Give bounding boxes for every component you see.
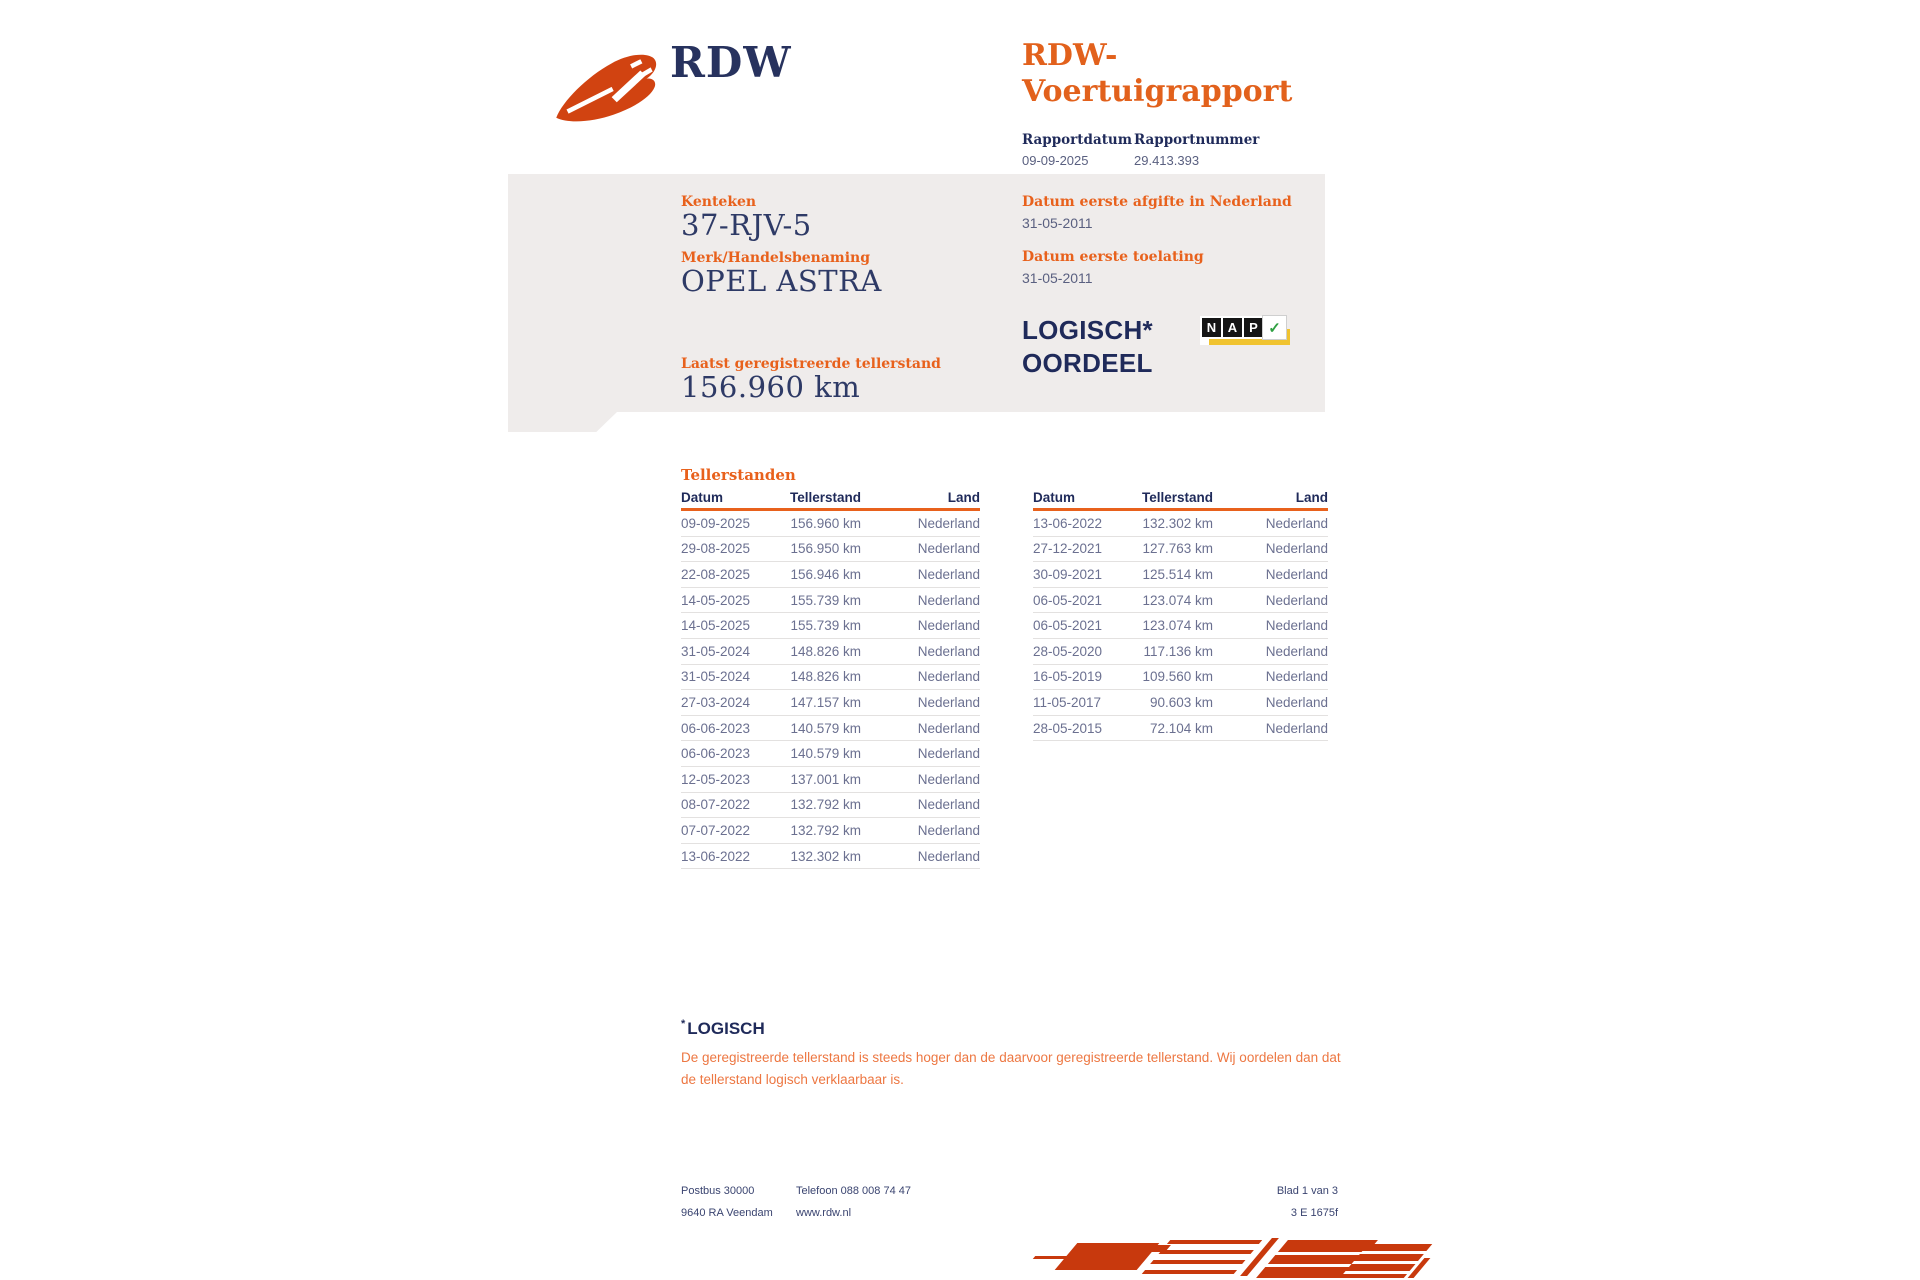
cell-tellerstand: 127.763 km (1142, 541, 1213, 557)
footer-website: www.rdw.nl (796, 1207, 852, 1219)
rdw-flame-icon (552, 50, 660, 130)
cell-tellerstand: 132.302 km (1142, 515, 1213, 531)
table-row (681, 639, 980, 665)
cell-datum: 06-05-2021 (1033, 618, 1103, 634)
table-row (1033, 665, 1328, 691)
cell-datum: 22-08-2025 (681, 566, 751, 582)
table-row (681, 511, 980, 537)
table-row (1033, 537, 1328, 563)
cell-tellerstand: 156.950 km (790, 541, 861, 557)
tellerstanden-heading: Tellerstanden (681, 466, 796, 484)
nap-letter-n: N (1200, 316, 1223, 339)
table-row (681, 690, 980, 716)
cell-datum: 13-06-2022 (1033, 515, 1103, 531)
rdw-speed-graphic (1032, 1236, 1432, 1280)
cell-datum: 27-12-2021 (1033, 541, 1103, 557)
footer-address (681, 1180, 773, 1224)
report-date-value: 09-09-2025 (1022, 153, 1089, 168)
cell-land: Nederland (917, 669, 980, 685)
cell-tellerstand: 72.104 km (1149, 720, 1213, 736)
footer-phone: Telefoon 088 008 74 47 (796, 1185, 911, 1197)
tellerstanden-table-1 (681, 488, 980, 869)
table-row (681, 537, 980, 563)
cell-land: Nederland (1265, 592, 1328, 608)
nap-check-icon: ✓ (1263, 316, 1286, 339)
table-body (681, 511, 980, 869)
oordeel-line1: LOGISCH* (1022, 315, 1153, 345)
merk-value: OPEL ASTRA (681, 264, 882, 298)
footer-address-line1: Postbus 30000 (681, 1185, 755, 1197)
table-row (681, 818, 980, 844)
table-row (1033, 588, 1328, 614)
cell-land: Nederland (917, 797, 980, 813)
cell-land: Nederland (1265, 515, 1328, 531)
table-row (1033, 716, 1328, 742)
cell-tellerstand: 155.739 km (790, 618, 861, 634)
report-date-label: Rapportdatum (1022, 132, 1133, 148)
cell-datum: 07-07-2022 (681, 822, 751, 838)
report-meta (1022, 132, 1352, 168)
cell-tellerstand: 156.946 km (790, 566, 861, 582)
cell-datum: 06-06-2023 (681, 746, 751, 762)
cell-land: Nederland (917, 822, 980, 838)
cell-land: Nederland (917, 848, 980, 864)
cell-land: Nederland (917, 592, 980, 608)
cell-datum: 27-03-2024 (681, 694, 751, 710)
table-row (1033, 639, 1328, 665)
cell-tellerstand: 147.157 km (790, 694, 861, 710)
table-row (681, 588, 980, 614)
cell-datum: 28-05-2015 (1033, 720, 1103, 736)
eerste-toelating-label: Datum eerste toelating (1022, 249, 1204, 265)
table-row (681, 793, 980, 819)
cell-tellerstand: 132.302 km (790, 848, 861, 864)
report-number-label: Rapportnummer (1134, 132, 1260, 148)
table-row (1033, 511, 1328, 537)
cell-datum: 13-06-2022 (681, 848, 751, 864)
merk-label: Merk/Handelsbenaming (681, 250, 871, 266)
table-header (681, 488, 980, 511)
eerste-toelating-value: 31-05-2011 (1022, 270, 1093, 286)
nap-letter-a: A (1221, 316, 1244, 339)
table-row (1033, 690, 1328, 716)
footer-contact (796, 1180, 911, 1224)
table-row (681, 716, 980, 742)
cell-datum: 31-05-2024 (681, 669, 751, 685)
cell-land: Nederland (917, 541, 980, 557)
oordeel-line2: OORDEEL (1022, 348, 1153, 378)
cell-tellerstand: 123.074 km (1142, 618, 1213, 634)
cell-land: Nederland (1265, 618, 1328, 634)
vehicle-summary-panel (508, 174, 1325, 412)
col-land: Land (947, 490, 980, 505)
eerste-afgifte-label: Datum eerste afgifte in Nederland (1022, 194, 1292, 210)
table-body (1033, 511, 1328, 741)
nap-letter-p: P (1242, 316, 1265, 339)
footer-page-info (1100, 1180, 1338, 1224)
laatste-tellerstand-value: 156.960 km (681, 370, 861, 404)
kenteken-label: Kenteken (681, 194, 757, 210)
cell-land: Nederland (917, 771, 980, 787)
table-row (1033, 562, 1328, 588)
cell-datum: 06-06-2023 (681, 720, 751, 736)
table-row (681, 767, 980, 793)
cell-land: Nederland (1265, 541, 1328, 557)
cell-tellerstand: 137.001 km (790, 771, 861, 787)
cell-datum: 14-05-2025 (681, 618, 751, 634)
tellerstanden-table-2 (1033, 488, 1328, 741)
footer-doc-code: 3 E 1675f (1290, 1207, 1338, 1219)
footnote-title-text: LOGISCH (687, 1019, 765, 1038)
eerste-afgifte-value: 31-05-2011 (1022, 215, 1093, 231)
footer-page-number: Blad 1 van 3 (1276, 1185, 1338, 1197)
col-land: Land (1295, 490, 1328, 505)
cell-land: Nederland (1265, 643, 1328, 659)
page-title: RDW-Voertuigrapport (1022, 38, 1293, 109)
nap-logo (1200, 316, 1290, 348)
cell-datum: 30-09-2021 (1033, 566, 1103, 582)
table-header (1033, 488, 1328, 511)
cell-land: Nederland (917, 694, 980, 710)
rdw-wordmark: RDW (670, 38, 792, 87)
cell-land: Nederland (1265, 694, 1328, 710)
cell-datum: 11-05-2017 (1033, 694, 1102, 710)
oordeel-text (1022, 314, 1153, 380)
col-datum: Datum (681, 490, 724, 505)
cell-datum: 29-08-2025 (681, 541, 751, 557)
kenteken-value: 37-RJV-5 (681, 208, 812, 242)
cell-tellerstand: 90.603 km (1149, 694, 1213, 710)
cell-datum: 12-05-2023 (681, 771, 751, 787)
report-head (1022, 38, 1352, 168)
col-tellerstand: Tellerstand (1141, 490, 1213, 505)
cell-tellerstand: 109.560 km (1142, 669, 1213, 685)
cell-land: Nederland (1265, 720, 1328, 736)
cell-datum: 28-05-2020 (1033, 643, 1103, 659)
table-row (681, 613, 980, 639)
nap-squares (1200, 316, 1284, 339)
cell-tellerstand: 132.792 km (790, 797, 861, 813)
cell-datum: 06-05-2021 (1033, 592, 1103, 608)
logisch-footnote (681, 1018, 1353, 1091)
table-row (1033, 613, 1328, 639)
cell-tellerstand: 148.826 km (790, 643, 861, 659)
brand-area (552, 38, 812, 133)
cell-datum: 16-05-2019 (1033, 669, 1103, 685)
cell-tellerstand: 140.579 km (790, 720, 861, 736)
cell-land: Nederland (917, 515, 980, 531)
report-number-value: 29.413.393 (1134, 153, 1200, 168)
cell-land: Nederland (917, 618, 980, 634)
cell-tellerstand: 132.792 km (790, 822, 861, 838)
cell-tellerstand: 156.960 km (790, 515, 861, 531)
cell-datum: 31-05-2024 (681, 643, 751, 659)
cell-land: Nederland (1265, 566, 1328, 582)
cell-datum: 08-07-2022 (681, 797, 751, 813)
cell-land: Nederland (917, 720, 980, 736)
table-row (681, 741, 980, 767)
cell-tellerstand: 140.579 km (790, 746, 861, 762)
col-datum: Datum (1033, 490, 1076, 505)
footnote-asterisk: * (681, 1018, 686, 1030)
footnote-body: De geregistreerde tellerstand is steeds hoger dan de daarvoor geregistreerde tellerstand. Wij oordelen dan dat de tellerstand logisch verklaarbaar is. (681, 1050, 1341, 1087)
table-row (681, 844, 980, 870)
cell-tellerstand: 148.826 km (790, 669, 861, 685)
cell-tellerstand: 125.514 km (1142, 566, 1213, 582)
cell-tellerstand: 155.739 km (790, 592, 861, 608)
footnote-title (681, 1018, 1353, 1039)
cell-datum: 09-09-2025 (681, 515, 751, 531)
cell-tellerstand: 123.074 km (1142, 592, 1213, 608)
footer-address-line2: 9640 RA Veendam (681, 1207, 773, 1219)
cell-land: Nederland (917, 566, 980, 582)
cell-land: Nederland (1265, 669, 1328, 685)
cell-datum: 14-05-2025 (681, 592, 751, 608)
laatste-tellerstand-label: Laatst geregistreerde tellerstand (681, 356, 941, 372)
table-row (681, 665, 980, 691)
cell-land: Nederland (917, 643, 980, 659)
table-row (681, 562, 980, 588)
col-tellerstand: Tellerstand (789, 490, 861, 505)
cell-tellerstand: 117.136 km (1143, 643, 1213, 659)
cell-land: Nederland (917, 746, 980, 762)
